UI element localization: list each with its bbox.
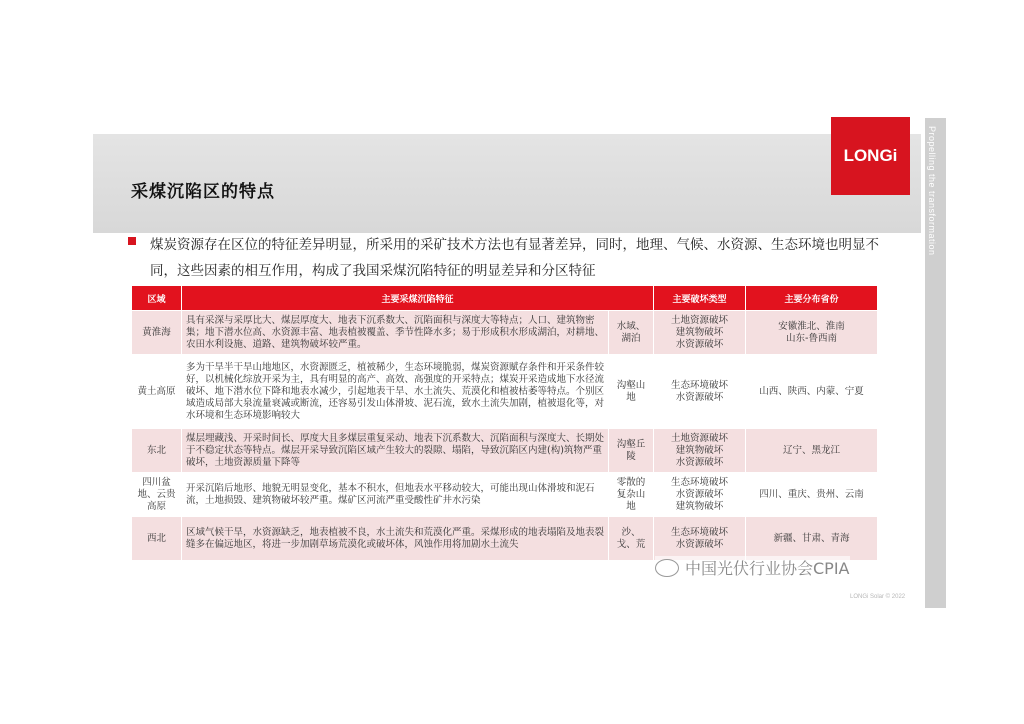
region-cell: 西北 bbox=[132, 517, 182, 561]
region-cell: 东北 bbox=[132, 429, 182, 473]
terrain-cell: 沟壑山地 bbox=[609, 355, 654, 429]
watermark-text: 中国光伏行业协会CPIA bbox=[685, 559, 850, 578]
side-tagline: Propelling the transformation bbox=[927, 126, 937, 256]
terrain-cell: 沟壑丘陵 bbox=[609, 429, 654, 473]
terrain-cell: 沙、戈、荒 bbox=[609, 517, 654, 561]
terrain-cell: 水域、湖泊 bbox=[609, 311, 654, 355]
region-cell: 四川盆地、云贵高原 bbox=[132, 473, 182, 517]
feature-cell: 具有采深与采厚比大、煤层厚度大、地表下沉系数大、沉陷面积与深度大等特点；人口、建筑物密集；地下潜水位高、水资源丰富、地表植被覆盖、季节性降水多；易于形成积水形成湖泊，对耕地、农田水利设施、道路、建筑物破坏较严重。 bbox=[182, 311, 609, 355]
province-cell: 新疆、甘肃、青海 bbox=[746, 517, 878, 561]
bullet-square-icon bbox=[128, 237, 136, 245]
province-cell: 辽宁、黑龙江 bbox=[746, 429, 878, 473]
header-region: 区域 bbox=[132, 286, 182, 311]
province-cell: 安徽淮北、淮南 山东-鲁西南 bbox=[746, 311, 878, 355]
region-cell: 黄淮海 bbox=[132, 311, 182, 355]
side-tagline-bar bbox=[925, 118, 946, 608]
wechat-icon bbox=[655, 559, 679, 577]
table-row bbox=[132, 311, 878, 355]
longi-logo: LONGi bbox=[831, 117, 910, 195]
cpia-watermark bbox=[655, 556, 850, 579]
header-features: 主要采煤沉陷特征 bbox=[182, 286, 654, 311]
header-bar bbox=[93, 134, 921, 233]
region-cell: 黄土高原 bbox=[132, 355, 182, 429]
damage-cell: 土地资源破坏 建筑物破坏 水资源破坏 bbox=[654, 311, 746, 355]
slide-title: 采煤沉陷区的特点 bbox=[131, 182, 275, 202]
subsidence-table bbox=[131, 285, 878, 561]
table-row bbox=[132, 473, 878, 517]
province-cell: 四川、重庆、贵州、云南 bbox=[746, 473, 878, 517]
bullet-text: 煤炭资源存在区位的特征差异明显，所采用的采矿技术方法也有显著差异，同时，地理、气候、水资源、生态环境也明显不同，这些因素的相互作用，构成了我国采煤沉陷特征的明显差异和分区特征 bbox=[150, 237, 879, 279]
footer-copyright: LONGi Solar © 2022 bbox=[850, 594, 906, 600]
damage-cell: 生态环境破坏 水资源破坏 bbox=[654, 355, 746, 429]
header-damage: 主要破坏类型 bbox=[654, 286, 746, 311]
damage-cell: 土地资源破坏 建筑物破坏 水资源破坏 bbox=[654, 429, 746, 473]
bullet-paragraph bbox=[128, 232, 898, 284]
table-row bbox=[132, 429, 878, 473]
province-cell: 山西、陕西、内蒙、宁夏 bbox=[746, 355, 878, 429]
table-row bbox=[132, 355, 878, 429]
feature-cell: 多为干旱半干旱山地地区，水资源匮乏，植被稀少，生态环境脆弱，煤炭资源赋存条件和开采条件较好，以机械化综放开采为主，具有明显的高产、高效、高强度的开采特点；煤炭开采造成地下水径流破坏、地下潜水位下降和地表水减少，引起地表干旱、水土流失、荒漠化和植被枯萎等特点。个别区域造成局部大泉流量衰减或断流，还容易引发山体滑坡、泥石流，致水土流失加剧，植被退化等，对水环境和生态环境影响较大 bbox=[182, 355, 609, 429]
feature-cell: 区域气候干旱，水资源缺乏，地表植被不良，水土流失和荒漠化严重。采煤形成的地表塌陷及地表裂缝多在偏远地区，将进一步加剧草场荒漠化或破坏体，风蚀作用将加剧水土流失 bbox=[182, 517, 609, 561]
feature-cell: 开采沉陷后地形、地貌无明显变化，基本不积水，但地表水平移动较大，可能出现山体滑坡和泥石流，土地损毁、建筑物破坏较严重。煤矿区河流严重受酸性矿井水污染 bbox=[182, 473, 609, 517]
table-row bbox=[132, 517, 878, 561]
feature-cell: 煤层埋藏浅、开采时间长、厚度大且多煤层重复采动、地表下沉系数大、沉陷面积与深度大、长期处于不稳定状态等特点。煤层开采导致沉陷区域产生较大的裂隙、塌陷，导致沉陷区内建(构)筑物严重破坏，土地资源质量下降等 bbox=[182, 429, 609, 473]
damage-cell: 生态环境破坏 水资源破坏 bbox=[654, 517, 746, 561]
table-header-row bbox=[132, 286, 878, 311]
header-provinces: 主要分布省份 bbox=[746, 286, 878, 311]
terrain-cell: 零散的复杂山地 bbox=[609, 473, 654, 517]
damage-cell: 生态环境破坏 水资源破坏 建筑物破坏 bbox=[654, 473, 746, 517]
